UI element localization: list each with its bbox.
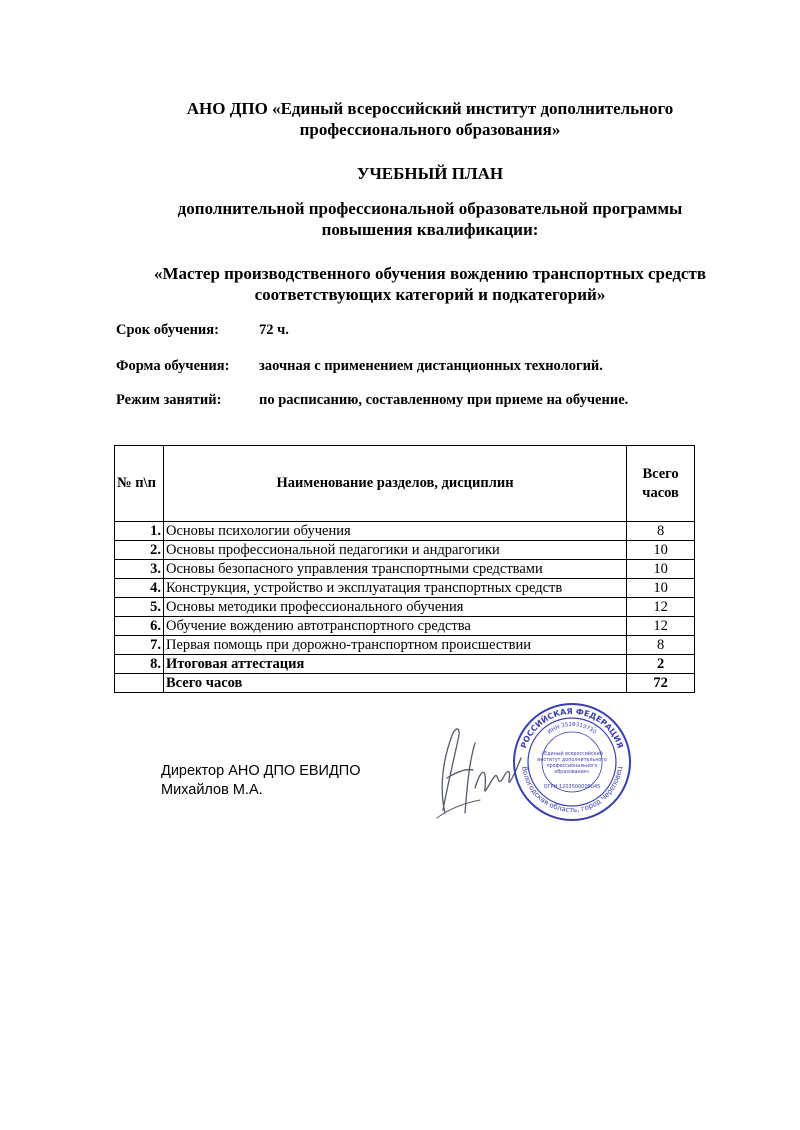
seal-outer-bottom-text: Вологодская область, город Череповец: [520, 765, 624, 815]
program-name-line2: соответствующих категорий и подкатегорий»: [254, 285, 606, 304]
signatory-block: [161, 762, 360, 800]
header-total-hours: [627, 446, 695, 522]
seal-ogrn-text: ОГРН 1203500005045: [543, 784, 601, 790]
row-hours: 8: [627, 636, 695, 655]
row-number: 5.: [115, 598, 164, 617]
header-number: № п\п: [115, 446, 164, 522]
row-number: 7.: [115, 636, 164, 655]
row-section-name: Основы методики профессионального обучения: [163, 598, 626, 617]
signatory-position: Директор АНО ДПО ЕВИДПО: [161, 763, 361, 779]
program-name-line1: «Мастер производственного обучения вождению транспортных средств: [153, 264, 706, 283]
row-hours: 12: [627, 598, 695, 617]
training-form-value: заочная с применением дистанционных технологий.: [259, 358, 603, 374]
training-mode-label: Режим занятий:: [116, 392, 222, 408]
row-hours: 8: [627, 522, 695, 541]
total-hours: 72: [627, 674, 695, 693]
row-section-name: Обучение вождению автотранспортного средства: [163, 617, 626, 636]
total-label: Всего часов: [163, 674, 626, 693]
table-row: [115, 598, 695, 617]
row-hours: 12: [627, 617, 695, 636]
program-type: [60, 198, 800, 240]
header-total-hours-line2: часов: [642, 484, 679, 501]
row-hours: 10: [627, 579, 695, 598]
table-header-row: [115, 446, 695, 522]
table-total-row: [115, 674, 695, 693]
document-title: УЧЕБНЫЙ ПЛАН: [356, 164, 504, 183]
row-number: 2.: [115, 541, 164, 560]
training-form-label: Форма обучения:: [116, 358, 230, 374]
row-section-name: Первая помощь при дорожно-транспортном происшествии: [163, 636, 626, 655]
seal-outer-top-text: РОССИЙСКАЯ ФЕДЕРАЦИЯ: [519, 706, 625, 750]
row-number: 8.: [115, 655, 164, 674]
table-row: [115, 560, 695, 579]
row-number: 4.: [115, 579, 164, 598]
signatory-name: Михайлов М.А.: [161, 782, 263, 798]
row-section-name: Основы профессиональной педагогики и андрагогики: [163, 541, 626, 560]
seal-inn-text: ИНН 3528313730: [546, 721, 598, 736]
training-term-value: 72 ч.: [259, 322, 289, 338]
program-type-line1: дополнительной профессиональной образовательной программы: [177, 199, 683, 218]
row-hours: 10: [627, 541, 695, 560]
header-total-hours-line1: Всего: [642, 465, 679, 482]
organization-name-line1: АНО ДПО «Единый всероссийский институт дополнительного: [186, 99, 674, 118]
training-mode-value: по расписанию, составленному при приеме на обучение.: [259, 392, 629, 408]
program-type-line2: повышения квалификации:: [321, 220, 539, 239]
training-term-label: Срок обучения:: [116, 322, 219, 338]
program-name: [60, 263, 800, 305]
row-section-name: Итоговая аттестация: [163, 655, 626, 674]
organization-name: [60, 98, 800, 140]
row-section-name: Основы психологии обучения: [163, 522, 626, 541]
row-number: 1.: [115, 522, 164, 541]
row-number: 6.: [115, 617, 164, 636]
seal-center-line3: профессионального: [546, 764, 598, 769]
organization-seal: [510, 700, 634, 824]
row-section-name: Основы безопасного управления транспортными средствами: [163, 560, 626, 579]
training-form-row: [116, 357, 603, 375]
total-row-number: [115, 674, 164, 693]
seal-center-line2: институт дополнительного: [537, 758, 607, 763]
table-row: [115, 636, 695, 655]
table-row: [115, 541, 695, 560]
row-hours: 10: [627, 560, 695, 579]
row-number: 3.: [115, 560, 164, 579]
table-row: [115, 617, 695, 636]
organization-name-line2: профессионального образования»: [299, 120, 561, 139]
seal-center-line1: «Единый всероссийский: [541, 752, 603, 757]
header-section-name: Наименование разделов, дисциплин: [163, 446, 626, 522]
row-hours: 2: [627, 655, 695, 674]
training-mode-row: [116, 391, 628, 409]
table-row: [115, 522, 695, 541]
table-row: [115, 579, 695, 598]
seal-center-line4: образования»: [554, 770, 590, 775]
curriculum-table: [114, 445, 695, 693]
row-section-name: Конструкция, устройство и эксплуатация транспортных средств: [163, 579, 626, 598]
training-term-row: [116, 321, 289, 339]
table-row: [115, 655, 695, 674]
